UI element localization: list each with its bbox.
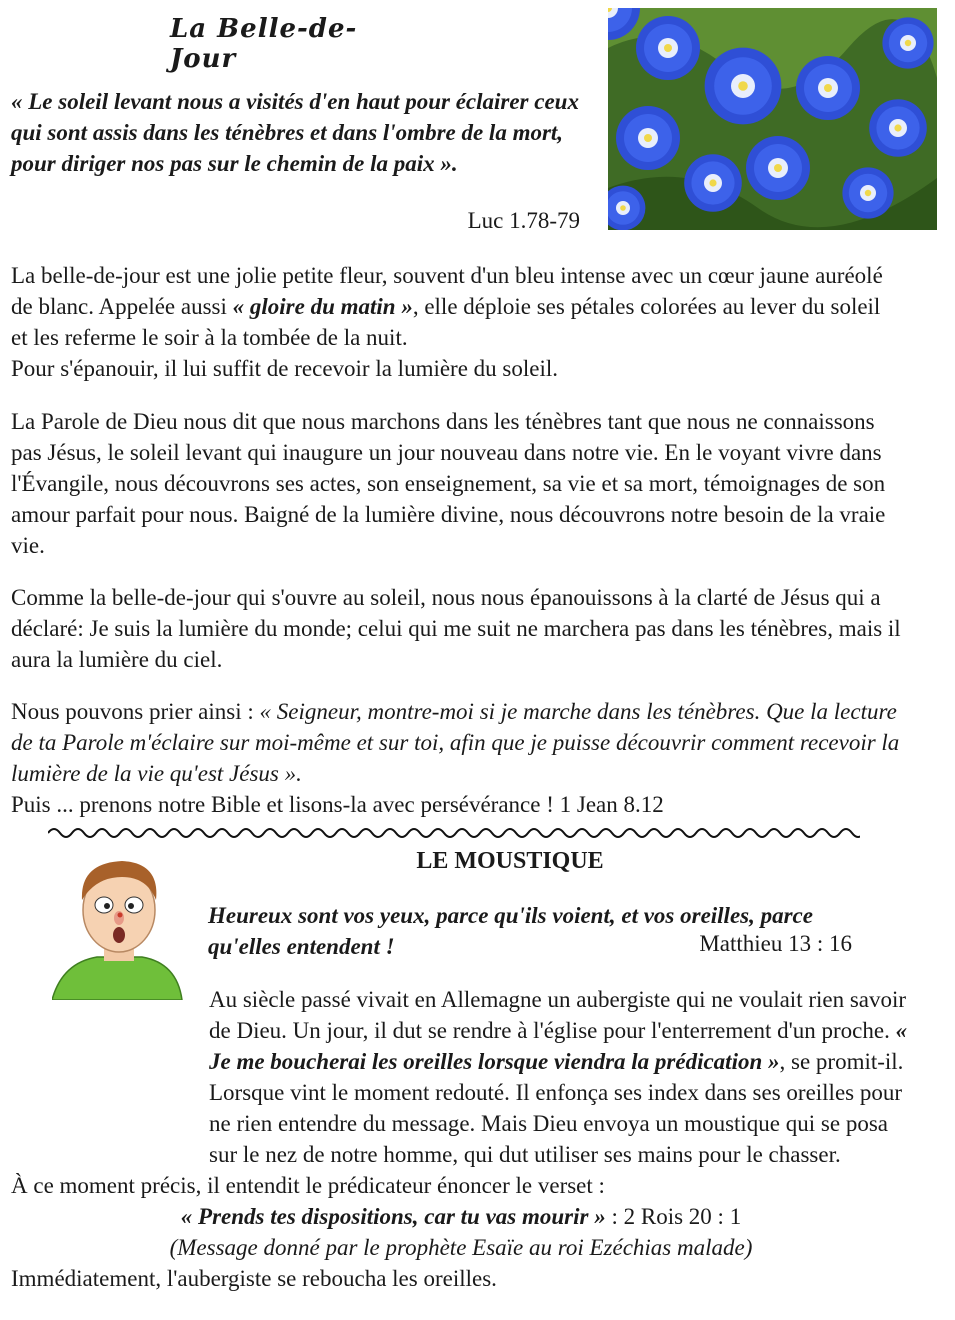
paragraph-3: Comme la belle-de-jour qui s'ouvre au soleil, nous nous épanouissons à la clarté de Jésus qui a déclaré: Je suis la lumière du monde; celui qui me suit ne marchera pas dans les ténèbres, mais il aura la lumière du ciel. [11, 585, 901, 672]
article-2-epigraph: Heureux sont vos yeux, parce qu'ils voient, et vos oreilles, parce qu'elles entendent ! [208, 903, 813, 959]
article-title: La Belle-de-Jour [170, 14, 358, 74]
mosquito-story: Au siècle passé vivait en Allemagne un aubergiste qui ne voulait rien savoir de Dieu. Un jour, il dut se rendre à l'église pour l'enterrement d'un proche. « Je me boucherai les oreilles lorsque viendra la prédication », se promit-il. Lorsque vint le moment redouté. Il enfonça ses index dans ses oreilles pour ne rien entendre du message. Mais Dieu envoya un moustique qui se posa sur le nez de notre homme, qui dut utiliser ses mains pour le chasser. À ce moment précis, il entendit le prédicateur énoncer le verset : « Prends tes dispositions, car tu vas mourir » : 2 Rois 20 : 1 (Message donné par le prophète Esaïe au roi Ezéchias malade) Immédiatement, l'aubergiste se reboucha les oreilles. [11, 987, 908, 1291]
epigraph-quote: « Le soleil levant nous a visités d'en haut pour éclairer ceux qui sont assis dans les ténèbres et dans l'ombre de la mort, pour diriger nos pas sur le chemin de la paix ». [11, 89, 579, 176]
surprised-boy-illustration [52, 855, 187, 1000]
paragraph-2: La Parole de Dieu nous dit que nous marchons dans les ténèbres tant que nous ne connaissons pas Jésus, le soleil levant qui inaugure un jour nouveau dans notre vie. En le voyant vivre dans l'Évangile, nous découvrons ses actes, son enseignement, sa vie et sa mort, témoignages de son amour parfait pour nous. Baigné de la lumière divine, nous découvrons notre besoin de la vraie vie. [11, 409, 886, 558]
epigraph-reference: Luc 1.78-79 [467, 208, 580, 233]
paragraph-4: Nous pouvons prier ainsi : « Seigneur, montre-moi si je marche dans les ténèbres. Que la lecture de ta Parole m'éclaire sur moi-même et sur toi, afin que je puisse découvrir comment recevoir la lumière de la vie qu'est Jésus ». Puis ... prenons notre Bible et lisons-la avec persévérance ! 1 Jean 8.12 [11, 699, 900, 817]
morning-glory-photo [608, 8, 937, 230]
ornamental-divider [48, 823, 860, 843]
article-2-title: LE MOUSTIQUE [416, 848, 604, 874]
article-2-epigraph-reference: Matthieu 13 : 16 [699, 931, 852, 956]
paragraph-1: La belle-de-jour est une jolie petite fleur, souvent d'un bleu intense avec un cœur jaune auréolé de blanc. Appelée aussi « gloire du matin », elle déploie ses pétales colorées au lever du soleil et les referme le soir à la tombée de la nuit. Pour s'épanouir, il lui suffit de recevoir la lumière du soleil. [11, 263, 883, 381]
